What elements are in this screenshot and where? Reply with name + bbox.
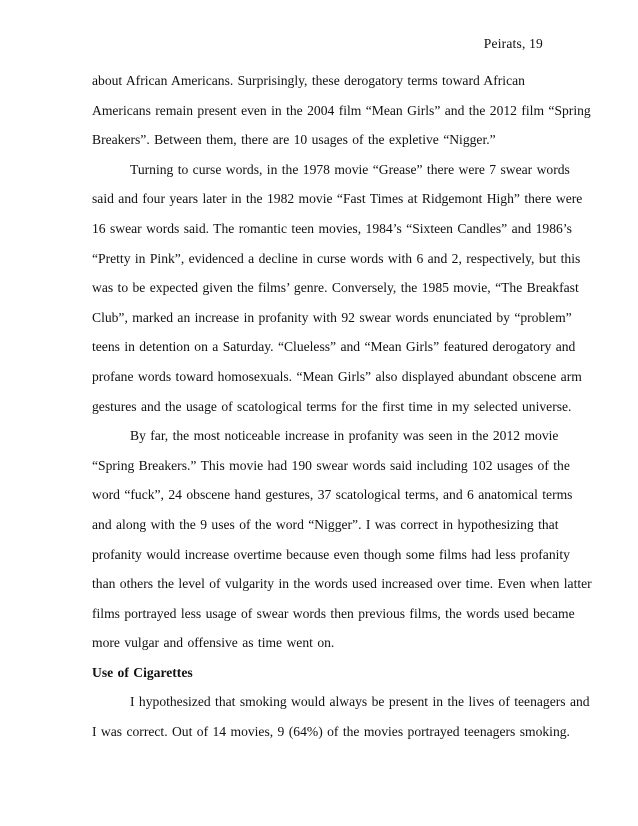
text-line: more vulgar and offensive as time went on.: [92, 635, 335, 651]
paragraph-first-line: By far, the most noticeable increase in profanity was seen in the 2012 movie: [130, 428, 559, 444]
text-line: and along with the 9 uses of the word “Nigger”. I was correct in hypothesizing that: [92, 516, 559, 532]
text-line: Breakers”. Between them, there are 10 usages of the expletive “Nigger.”: [92, 132, 496, 148]
text-line: 16 swear words said. The romantic teen movies, 1984’s “Sixteen Candles” and 1986’s: [92, 220, 572, 236]
text-line: profane words toward homosexuals. “Mean Girls” also displayed abundant obscene arm: [92, 368, 582, 384]
paragraph-first-line: I hypothesized that smoking would always be present in the lives of teenagers and: [130, 694, 590, 710]
text-line: gestures and the usage of scatological terms for the first time in my selected universe.: [92, 398, 572, 414]
text-line: teens in detention on a Saturday. “Clueless” and “Mean Girls” featured derogatory and: [92, 339, 576, 355]
section-heading: Use of Cigarettes: [92, 664, 193, 680]
running-head: Peirats, 19: [483, 36, 543, 51]
text-line: was to be expected given the films’ genre. Conversely, the 1985 movie, “The Breakfast: [92, 280, 579, 296]
text-line: “Pretty in Pink”, evidenced a decline in curse words with 6 and 2, respectively, but this: [92, 250, 581, 266]
text-line: profanity would increase overtime because even though some films had less profanity: [92, 546, 570, 562]
text-line: than others the level of vulgarity in the words used increased over time. Even when latter: [92, 576, 592, 592]
text-line: films portrayed less usage of swear words then previous films, the words used became: [92, 605, 575, 621]
body-text: [92, 66, 592, 747]
paragraph-first-line: Turning to curse words, in the 1978 movie “Grease” there were 7 swear words: [130, 161, 570, 177]
text-line: Club”, marked an increase in profanity with 92 swear words enunciated by “problem”: [92, 309, 572, 325]
text-line: Americans remain present even in the 2004 film “Mean Girls” and the 2012 film “Spring: [92, 102, 591, 118]
text-line: said and four years later in the 1982 movie “Fast Times at Ridgemont High” there were: [92, 191, 583, 207]
text-line: I was correct. Out of 14 movies, 9 (64%) of the movies portrayed teenagers smoking.: [92, 724, 570, 740]
text-line: “Spring Breakers.” This movie had 190 swear words said including 102 usages of the: [92, 457, 570, 473]
text-line: word “fuck”, 24 obscene hand gestures, 37 scatological terms, and 6 anatomical terms: [92, 487, 573, 503]
text-line: about African Americans. Surprisingly, these derogatory terms toward African: [92, 73, 525, 88]
